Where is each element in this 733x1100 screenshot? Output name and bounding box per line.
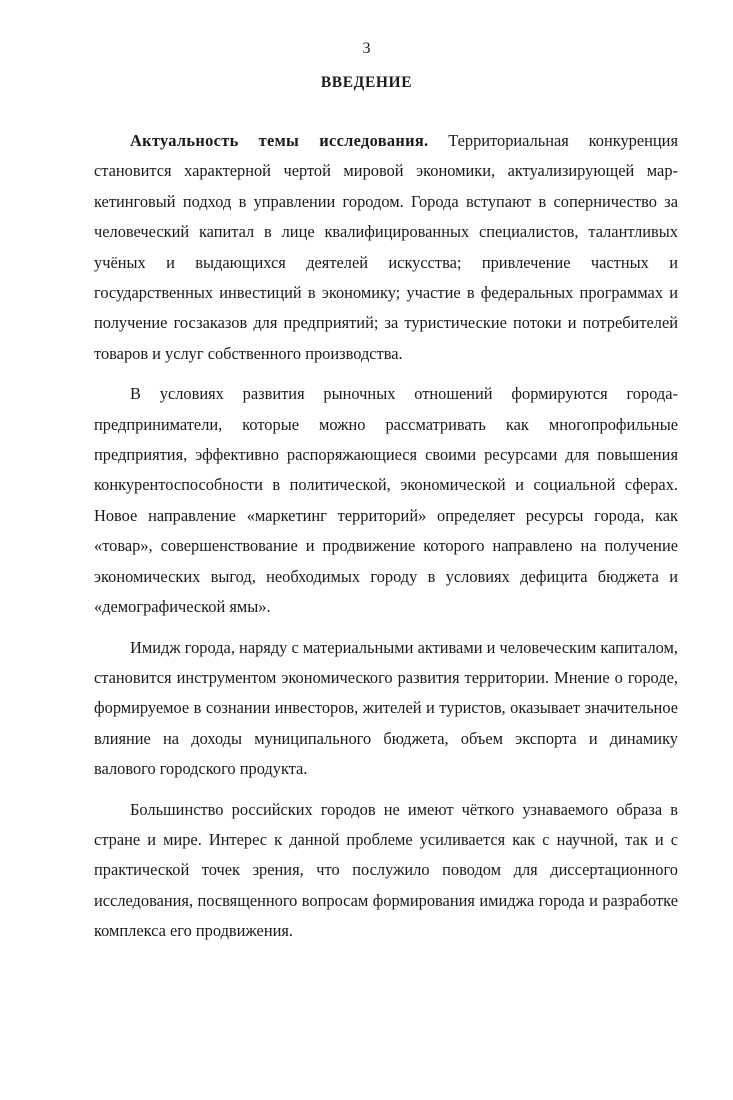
paragraph-city-image: Имидж города, наряду с материальными активами и человеческим капиталом, становится инструментом экономического развития территории. Мнение о городе, формируемое в сознании инвесторов, жителей и туристов, оказывает значительное влияние на доходы муниципального бюджета, объем экспорта и динамику валового городского продукта. — [94, 637, 678, 779]
paragraph-text: Территориальная конкуренция становится характерной чертой мировой экономики, актуализирующей маркетинговый подход в управлении городом. Города вступают в соперничество за человеческий капитал в лице квалифицированных специалистов, талантливых учёных и выдающихся деятелей искусства; привлечение частных и государственных инвестиций в экономику; участие в федеральных программах и получение госзаказов для предприятий; за туристические потоки и потребителей товаров и услуг собственного производства. — [94, 131, 678, 363]
paragraph-market-relations: В условиях развития рыночных отношений формируются города-предприниматели, которые можно рассматривать как многопрофильные предприятия, эффективно распоряжающиеся своими ресурсами для повышения конкурентоспособности в политической, экономической и социальной сферах. Новое направление «маркетинг территорий» определяет ресурсы города, как «товар», совершенствование и продвижение которого направлено на получение экономических выгод, необходимых городу в условиях дефицита бюджета и «демографической ямы». — [94, 384, 678, 617]
page-number: 3 — [362, 40, 371, 57]
document-body — [94, 126, 678, 957]
paragraph-lead: Актуальность темы исследования. — [130, 131, 429, 150]
paragraph-relevance — [94, 126, 678, 369]
paragraph-russian-cities: Большинство российских городов не имеют чёткого узнаваемого образа в стране и мире. Интерес к данной проблеме усиливается как с научной, так и с практической точек зрения, что послужило поводом для диссертационного исследования, посвященного вопросам формирования имиджа города и разработке комплекса его продвижения. — [94, 799, 678, 941]
section-heading: ВВЕДЕНИЕ — [320, 74, 413, 91]
